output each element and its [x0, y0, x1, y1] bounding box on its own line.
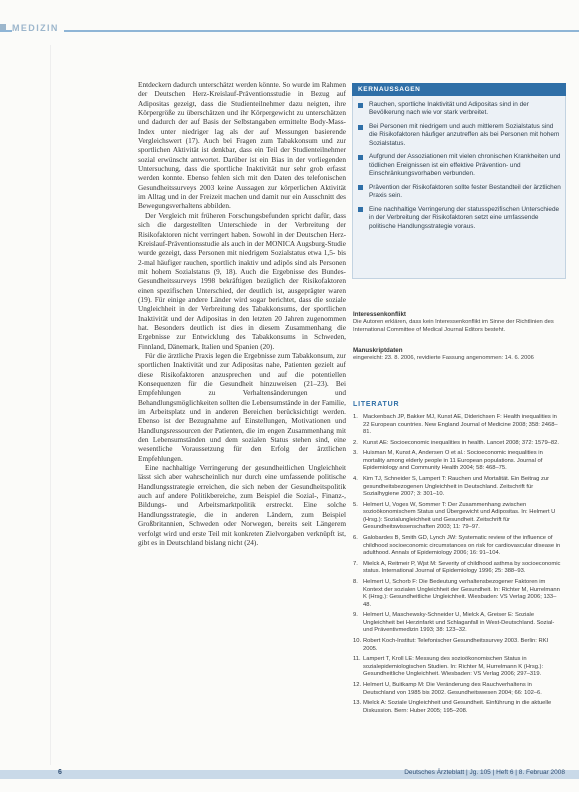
literature-item: 1. Mackenbach JP, Bakker MJ, Kunst AE, Diderichsen F: Health inequalities in 22 European countries. New England Journal of Medicine 2008; 358: 2468–81.	[353, 414, 558, 436]
literature-item: 3. Huisman M, Kunst A, Andersen O et al.: Socioeconomic inequalities in mortality among elderly people in 11 European populations. Journal of Epidemiology and Community Health 2004; 58: 468–75.	[353, 450, 543, 472]
key-message-item	[358, 123, 561, 148]
literature-item: 11. Lampert T, Kroll LE: Messung des sozioökonomischen Status in sozialepidemiologischen Studien. In: Richter M, Hurrelmann K (Hrsg.): Gesundheitliche Ungleichheit. Wiesbaden: VS Verlag 2006; 297–319.	[353, 656, 544, 678]
key-message-text: Eine nachhaltige Verringerung der statusspezifischen Unterschiede in der Verbreitung der Risikofaktoren setzt eine umfassende politische Handlungsstrategie voraus.	[369, 205, 560, 230]
section-label: MEDIZIN	[12, 22, 64, 34]
conflict-text: Die Autoren erklären, dass kein Interessenkonflikt im Sinne der Richtlinien des International Committee of Medical Journal Editors besteht.	[353, 319, 554, 333]
key-message-text: Aufgrund der Assoziationen mit vielen chronischen Krankheiten und tödlichen Ereignissen ist ein effektive Prävention- und Einschränkungsvorhaben verbunden.	[369, 153, 561, 178]
manuscript-title: Manuskriptdaten	[353, 347, 403, 354]
key-message-item	[358, 206, 561, 231]
key-messages-list	[358, 101, 561, 236]
key-message-item	[358, 184, 561, 201]
literature-item: 9. Helmert U, Maschewsky-Schneider U, Mielck A, Greiser E: Soziale Ungleichheit bei Herzinfarkt und Schlaganfall in West-Deutschland. Sozial- und Präventivmedizin 1993; 38: 123–32.	[353, 612, 555, 634]
literature-item: 2. Kunst AE: Socioeconomic inequalities in health. Lancet 2008; 372: 1579–82.	[353, 439, 559, 446]
key-message-item	[358, 153, 561, 178]
key-messages-title: KERNAUSSAGEN	[352, 83, 566, 96]
square-bullet-icon	[358, 207, 363, 212]
manuscript-data	[353, 347, 563, 363]
journal-citation: Deutsches Ärzteblatt | Jg. 105 | Heft 6 | 8. Februar 2008	[404, 769, 565, 776]
square-bullet-icon	[358, 185, 363, 190]
square-bullet-icon	[358, 155, 363, 160]
literature-list	[353, 414, 563, 718]
main-text-column	[138, 80, 346, 770]
square-bullet-icon	[358, 125, 363, 130]
paragraph: Für die ärztliche Praxis legen die Ergebnisse zum Tabakkonsum, zur sportlichen Inaktivität und zur Adipositas nahe, Patienten gezielt auf diese Risikofaktoren anzusprechen und auf die potentiellen Konsequenzen für die Gesundheit hinzuweisen (21–23). Bei Empfehlungen zu Verhaltensänderungen und Behandlungsmöglichkeiten sollten die Lebensumstände in der Familie, im Arbeitsplatz und in anderen Bereichen berücksichtigt werden. Ebenso ist der Bezugnahme auf Einstellungen, Motivationen und Handlungsressourcen der Patienten, die im engen Zusammenhang mit den Lebensumständen und dem sozialen Status stehen sind, eine wesentliche Voraussetzung für den Erfolg der ärztlichen Empfehlungen.	[138, 350, 346, 463]
literature-heading: LITERATUR	[353, 401, 400, 408]
literature-item: 13. Mielck A: Soziale Ungleichheit und Gesundheit. Einführung in die aktuelle Diskussion. Bern: Huber 2005; 195–208.	[353, 700, 552, 714]
square-bullet-icon	[358, 103, 363, 108]
page-number: 6	[58, 769, 62, 776]
paragraph: Entdeckern dadurch unterschätzt werden könnte. So wurde im Rahmen der Deutschen Herz-Kreislauf-Präventionsstudie in Bezug auf Adipositas gezeigt, dass die Studienteilnehmer dazu neigten, ihre Körpergröße zu überschätzen und ihr Körpergewicht zu unterschätzen und dadurch der auf Basis der Selbstangaben ermittelte Body-Mass-Index unter niedriger lag als der auf Messungen basierende Vergleichswert (17). Auch bei Fragen zum Tabakkonsum und zur sportlichen Aktivität ist denkbar, dass ein Teil der Studienteilnehmer sozial erwünscht antwortet. Darüber ist ein Bias in der vorliegenden Untersuchung, dass die sportliche Inaktivität nur sehr grob erfasst werden konnte. Ebenso fehlen sich mit den Daten des telefonischen Gesundheitssurveys 2003 keine Aussagen zur körperlichen Aktivität im Alltag und in der Freizeit machen und damit nur ein Ausschnitt des Bewegungsverhaltens abbilden.	[138, 80, 346, 211]
header-rule	[0, 30, 579, 32]
literature-item: 12. Helmert U, Buitkamp M: Die Veränderung des Rauchverhaltens in Deutschland von 1985 bis 2002. Gesundheitswesen 2004; 66: 102–6.	[353, 681, 542, 696]
literature-item: 6. Galobardes B, Smith GD, Lynch JW: Systematic review of the influence of childhood socioeconomic circumstances on risk for cardiovascular disease in adulthood. Annals of Epidemiology 2006; 16: 91–104.	[353, 535, 561, 557]
literature-item: 10. Robert Koch-Institut: Telefonischer Gesundheitssurvey 2003. Berlin: RKI 2005.	[353, 638, 549, 652]
key-message-item	[358, 101, 561, 118]
conflict-title: Interessenkonflikt	[353, 311, 406, 318]
paragraph: Eine nachhaltige Verringerung der gesundheitlichen Ungleichheit lässt sich aber wahrscheinlich nur durch eine umfassende politische Handlungsstrategie erreichen, die sich neben der Gesundheitspolitik auch auf andere Politikbereiche, zum Beispiel die Sozial-, Finanz-, Bildungs- und Arbeitsmarktpolitik erstreckt. Eine solche Handlungsstrategie, die in anderen Ländern, zum Beispiel Großbritannien, Schweden oder Norwegen, bereits seit Längerem verfolgt wird und erste Teil mit konkreten Zielvorgaben verknüpft ist, gibt es in Deutschland bislang nicht (24).	[138, 463, 346, 547]
literature-item: 8. Helmert U, Schorb F: Die Bedeutung verhaltensbezogener Faktoren im Kontext der sozialen Ungleichheit der Gesundheit. In: Richter M, Hurrelmann K (Hrsg.): Gesundheitliche Ungleichheit. Wiesbaden: VS Verlag 2006; 133–48.	[353, 579, 560, 608]
key-message-text: Prävention der Risikofaktoren sollte fester Bestandteil der ärztlichen Praxis sein.	[369, 183, 561, 200]
literature-item: 7. Mielck A, Reitmeir P, Wjst M: Severity of childhood asthma by socioeconomic status. International Journal of Epidemiology 1996; 25: 388–93.	[353, 560, 561, 575]
literature-item: 5. Helmert U, Voges W, Sommer T: Der Zusammenhang zwischen sozioökonomischem Status und Übergewicht und Adipositas. In: Helmert U (Hrsg.): Sozialungleichheit und Gesundheit. Zeitschrift für Gesundheitswissenschaften 2003; 11: 79–97.	[353, 501, 556, 531]
margin-guide	[50, 45, 51, 765]
key-message-text: Bei Personen mit niedrigem und auch mittlerem Sozialstatus sind die Risikofaktoren häufiger anzutreffen als bei Personen mit hohem Sozialstatus.	[369, 123, 560, 147]
conflict-of-interest	[353, 311, 563, 334]
paragraph: Der Vergleich mit früheren Forschungsbefunden spricht dafür, dass sich die dargestellten Unterschiede in der Verbreitung der Risikofaktoren nicht verringert haben. Sowohl in der Deutschen Herz-Kreislauf-Präventionsstudie als auch in der MONICA Augsburg-Studie wurde gezeigt, dass Personen mit niedrigem Sozialstatus etwa 1,5- bis 2-mal häufiger rauchen, sportlich inaktiv und adipös sind als Personen mit hohem Sozialstatus (9, 18). Auch die Ergebnisse des Bundes-Gesundheitssurveys 1998 bekräftigen bezüglich der Risikofaktoren einen spezifischen Unterschied, der deutlich ist, ausgeprägter waren (19). Für einige andere Länder wird sogar berichtet, dass die soziale Ungleichheit in der Verbreitung des Tabakkonsums, der sportlichen Inaktivität und der Adipositas in den letzten 20 Jahren zugenommen hat. Besonders deutlich ist dies in diesem Zusammenhang die Ergebnisse zur Entwicklung des Tabakkonsums in Schweden, Finnland, Dänemark, Italien und Spanien (20).	[138, 210, 346, 351]
key-message-text: Rauchen, sportliche Inaktivität und Adipositas sind in der Bevölkerung nach wie vor stark verbreitet.	[369, 101, 529, 117]
manuscript-text: eingereicht: 23. 8. 2006, revidierte Fassung angenommen: 14. 6. 2006	[353, 355, 534, 361]
literature-item: 4. Kim TJ, Schneider S, Lampert T: Rauchen und Mortalität. Ein Beitrag zur gesundheitsbezogenen Ungleichheit in Deutschland. Zeitschrift für Sozialhygiene 2007; 3: 301–10.	[353, 476, 550, 498]
